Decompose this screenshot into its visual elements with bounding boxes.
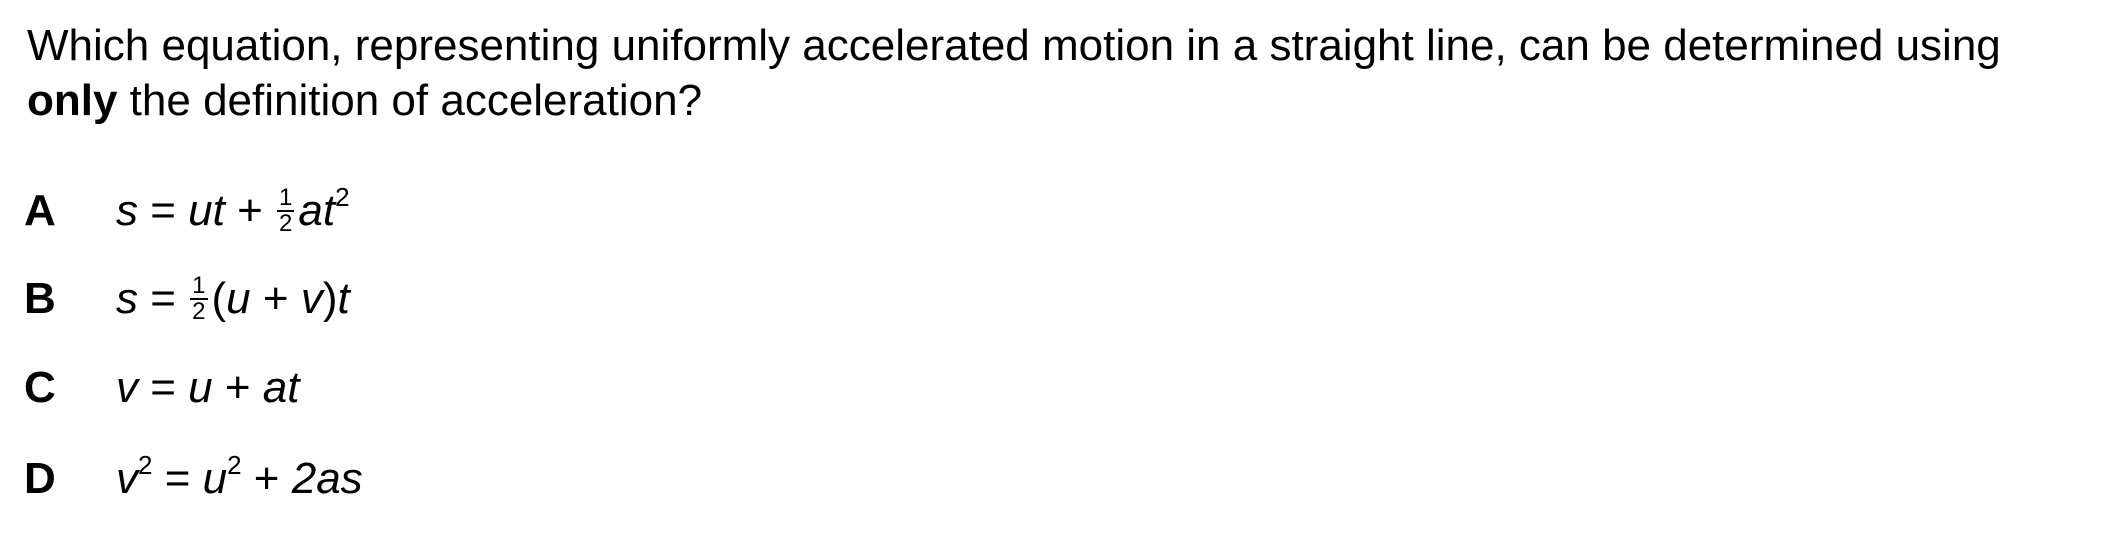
option-a-equation: s = ut + $\frac{1}{2}$ at $^2$ xyxy=(116,182,350,237)
fraction-one-half xyxy=(190,272,207,325)
eq-term: at xyxy=(298,186,336,235)
question-text xyxy=(27,18,2077,128)
fraction-numerator: 1 xyxy=(192,272,206,299)
option-letter: B xyxy=(24,274,56,323)
eq-term: at xyxy=(262,363,300,412)
eq-term: ut xyxy=(188,186,225,235)
eq-operator: = xyxy=(138,186,189,235)
fraction-one-half xyxy=(277,184,294,237)
option-d-equation: v $^2$ = u $^2$ + 2as xyxy=(116,450,363,503)
eq-operator: = xyxy=(138,274,189,323)
option-letter: C xyxy=(24,363,56,412)
option-c[interactable] xyxy=(24,358,300,418)
option-b-equation xyxy=(116,274,350,324)
eq-operator: = xyxy=(152,454,203,503)
eq-term: u xyxy=(188,363,213,412)
eq-term: u xyxy=(226,274,251,323)
fraction-numerator: 1 xyxy=(279,184,293,211)
eq-operator: + xyxy=(250,274,301,323)
eq-paren-close: ) xyxy=(322,274,338,323)
eq-term: v xyxy=(300,274,323,323)
eq-term: v xyxy=(116,363,138,412)
option-b[interactable] xyxy=(24,269,350,329)
question-text-end: the definition of acceleration? xyxy=(117,76,703,125)
question-text-start: Which equation, representing uniformly accelerated motion in a straight line, can be determined using xyxy=(27,21,2001,70)
option-letter: D xyxy=(24,454,56,503)
eq-operator: + xyxy=(224,186,276,235)
option-c-equation xyxy=(116,363,300,413)
eq-term: t xyxy=(337,274,350,323)
fraction-denominator: 2 xyxy=(192,298,206,325)
eq-term: u xyxy=(202,454,228,503)
question-bold-word: only xyxy=(27,76,118,125)
eq-term: 2as xyxy=(291,454,363,503)
eq-term: s xyxy=(116,274,138,323)
eq-paren-open: ( xyxy=(211,274,227,323)
fraction-denominator: 2 xyxy=(279,210,293,237)
eq-term: v xyxy=(116,454,138,503)
eq-operator: + xyxy=(212,363,263,412)
eq-operator: = xyxy=(138,363,189,412)
option-a[interactable] xyxy=(24,181,350,241)
eq-operator: + xyxy=(241,454,292,503)
eq-term: s xyxy=(116,186,138,235)
option-letter: A xyxy=(24,186,56,235)
option-d[interactable] xyxy=(24,449,363,509)
